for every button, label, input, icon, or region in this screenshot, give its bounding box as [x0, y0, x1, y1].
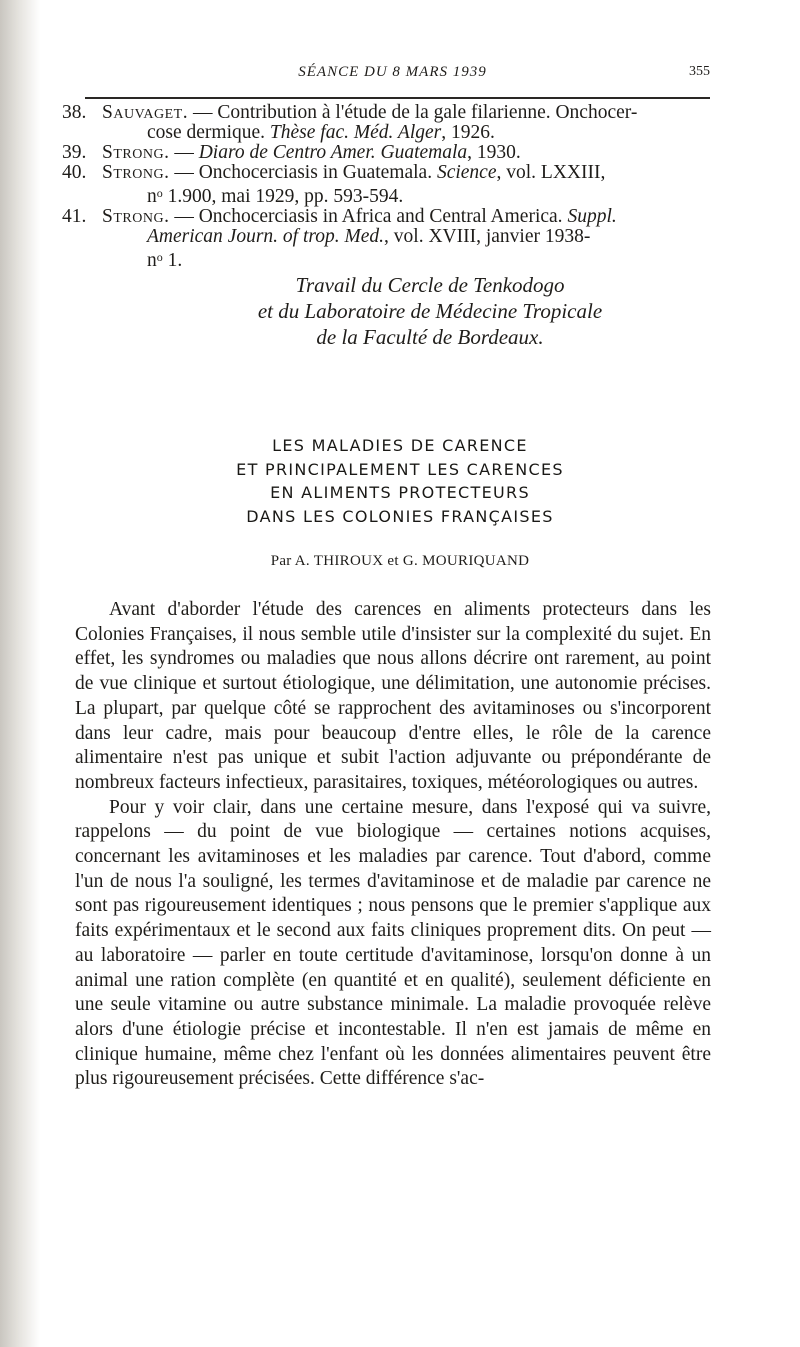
running-head	[75, 60, 710, 86]
reference-text: , 1930.	[467, 142, 521, 163]
reference-line	[62, 103, 717, 123]
reference-number: 41.	[62, 206, 87, 227]
reference-source: Thèse fac. Méd. Alger	[269, 122, 442, 143]
reference-source: Suppl.	[567, 206, 617, 227]
reference-text: — Onchocerciasis in Guatemala.	[169, 162, 437, 183]
reference-author: Strong.	[102, 162, 170, 183]
reference-author: Sauvaget.	[102, 102, 189, 123]
reference-text: —	[169, 142, 199, 163]
reference-text: 1.900, mai 1929, pp. 593-594.	[162, 186, 404, 207]
reference-source: Science	[436, 162, 497, 183]
reference-source: Diaro de Centro Amer. Guatemala	[198, 142, 468, 163]
reference-author: Strong.	[102, 142, 170, 163]
title-line: ET PRINCIPALEMENT LES CARENCES	[236, 459, 564, 479]
reference-text: , vol. LXXIII,	[496, 162, 606, 183]
origin-line: de la Faculté de Bordeaux.	[316, 325, 544, 349]
reference-number: 39.	[62, 142, 87, 163]
reference-text: 1.	[162, 250, 183, 271]
reference-author: Strong.	[102, 206, 170, 227]
work-origin-note	[150, 272, 710, 350]
paragraph: Avant d'aborder l'étude des carences en aliments protecteurs dans les Colonies Françaises, il nous semble utile d'insister sur la complexité du sujet. En effet, les syndromes ou maladies que nous allons décrire ont rarement, au point de vue clinique et surtout étiologique, une délimitation, une autonomie précises. La plupart, par quelque côté se rapprochent des avitaminoses ou s'incorporent dans leur cadre, mais pour beaucoup d'entre elles, le rôle de la carence alimentaire n'est pas unique et subit l'action adjuvante ou prépondérante de nombreux facteurs infectieux, parasitaires, toxiques, météorologiques ou autres.	[75, 599, 711, 793]
superscript: o	[156, 250, 163, 264]
reference-line	[62, 227, 717, 247]
paragraph: Pour y voir clair, dans une certaine mesure, dans l'exposé qui va suivre, rappelons — du point de vue biologique — certaines notions acquises, concernant les avitaminoses et les maladies par carence. Tout d'abord, comme l'un de nous l'a souligné, les termes d'avitaminose et de maladie par carence ne sont pas rigoureusement identiques ; nous pensons que le premier s'applique aux faits expérimentaux et le second aux faits cliniques proprement dits. On peut — au laboratoire — parler en toute certitude d'avitaminose, lorsqu'on donne à un animal une ration complète (en quantité et en qualité), seulement déficiente en une seule vitamine ou autre substance minimale. La maladie provoquée relève alors d'une étiologie précise et incontestable. Il n'en est jamais de même en clinique humaine, même chez l'enfant où les données alimentaires peuvent être plus rigoureusement précisées. Cette différence s'ac-	[75, 796, 711, 1090]
header-rule	[85, 97, 710, 99]
reference-39	[62, 143, 717, 163]
running-title: SÉANCE DU 8 MARS 1939	[298, 64, 487, 80]
article-title	[120, 434, 680, 528]
article-byline: Par A. THIROUX et G. MOURIQUAND	[270, 553, 530, 569]
reference-line	[62, 247, 717, 271]
page-number: 355	[689, 64, 710, 79]
title-line: EN ALIMENTS PROTECTEURS	[270, 483, 530, 502]
reference-text: — Onchocerciasis in Africa and Central America.	[169, 206, 568, 227]
reference-list	[62, 103, 717, 271]
origin-line: Travail du Cercle de Tenkodogo	[295, 273, 565, 297]
reference-text: cose dermique.	[147, 122, 270, 143]
reference-text: , 1926.	[441, 122, 495, 143]
reference-line	[62, 163, 717, 183]
reference-number: 40.	[62, 162, 87, 183]
superscript: o	[156, 186, 163, 200]
reference-text: n	[147, 186, 157, 207]
reference-line	[62, 143, 717, 163]
reference-40	[62, 163, 717, 207]
reference-line	[62, 123, 717, 143]
reference-text: n	[147, 250, 157, 271]
reference-text: , vol. XVIII, janvier 1938-	[384, 226, 591, 247]
title-line: LES MALADIES DE CARENCE	[272, 436, 528, 455]
reference-38	[62, 103, 717, 143]
reference-line	[62, 207, 717, 227]
reference-number: 38.	[62, 102, 87, 123]
reference-41	[62, 207, 717, 271]
title-line: DANS LES COLONIES FRANÇAISES	[246, 506, 554, 526]
article-body	[75, 598, 711, 1092]
origin-line: et du Laboratoire de Médecine Tropicale	[257, 299, 603, 323]
reference-source: American Journ. of trop. Med.	[147, 226, 385, 247]
reference-line	[62, 183, 717, 207]
reference-text: — Contribution à l'étude de la gale filarienne. Onchocer-	[188, 102, 638, 123]
